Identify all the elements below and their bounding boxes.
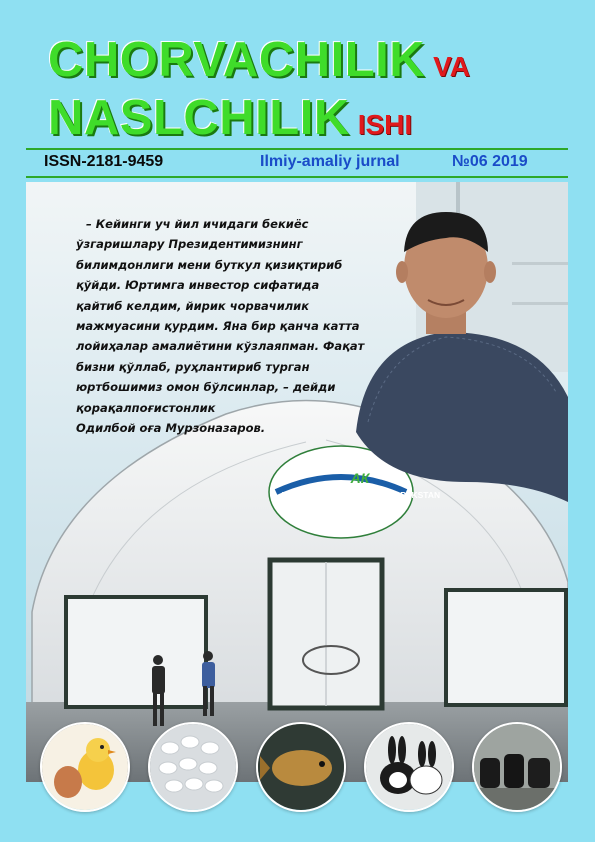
- issn-label: ISSN-2181-9459: [44, 153, 164, 170]
- thumbnail-cocoons: [148, 722, 238, 812]
- logo-text: AGRO KOMPLEKS KARAKALPAKSTAN: [279, 490, 441, 500]
- thumbnail-rabbits: [364, 722, 454, 812]
- logo-mark: АК: [350, 470, 370, 486]
- issue-number-label: №06 2019: [452, 153, 528, 170]
- masthead-title-word-2: NASLCHILIK: [48, 91, 350, 145]
- quote-line: билимдонлиги мени буткул қизиқтириб: [76, 257, 343, 272]
- quote-line: қайтиб келдим, йирик чорвачилик: [76, 298, 310, 313]
- masthead-bottom-rule: [26, 176, 568, 178]
- quote-line: бизни қўллаб, руҳлантириб турган: [76, 359, 310, 374]
- quote-line: юртбошимиз омон бўлсинлар, – дейди: [76, 380, 336, 395]
- thumbnail-fish: [256, 722, 346, 812]
- quote-line: қорақалпоғистонлик: [76, 400, 216, 415]
- company-logo: [270, 470, 450, 500]
- thumbnail-chick: [40, 722, 130, 812]
- quote-line: Одилбой оға Мурзоназаров.: [76, 421, 266, 436]
- quote-line: лойиҳалар амалиётини кўзлаяпман. Фақат: [76, 339, 365, 354]
- masthead-line-2: [48, 90, 412, 146]
- cover-quote: [76, 214, 406, 438]
- masthead-suffix-2: ISHI: [357, 109, 413, 140]
- masthead-title-word-1: CHORVACHILIK: [48, 33, 426, 87]
- quote-line: – Кейинги уч йил ичидаги бекиёс: [86, 217, 309, 231]
- quote-line: мажмуасини қурдим. Яна бир қанча катта: [76, 319, 360, 334]
- journal-type-label: Ilmiy-amaliy jurnal: [260, 153, 400, 170]
- quote-line: ўзгаришлару Президентимизнинг: [76, 237, 303, 252]
- masthead-top-rule: [26, 148, 568, 150]
- masthead-suffix-1: VA: [433, 51, 470, 82]
- thumbnail-cattle: [472, 722, 562, 812]
- quote-line: қўйди. Юртимга инвестор сифатида: [76, 278, 320, 293]
- topic-thumbnails: [40, 722, 560, 812]
- masthead-line-1: [48, 32, 470, 88]
